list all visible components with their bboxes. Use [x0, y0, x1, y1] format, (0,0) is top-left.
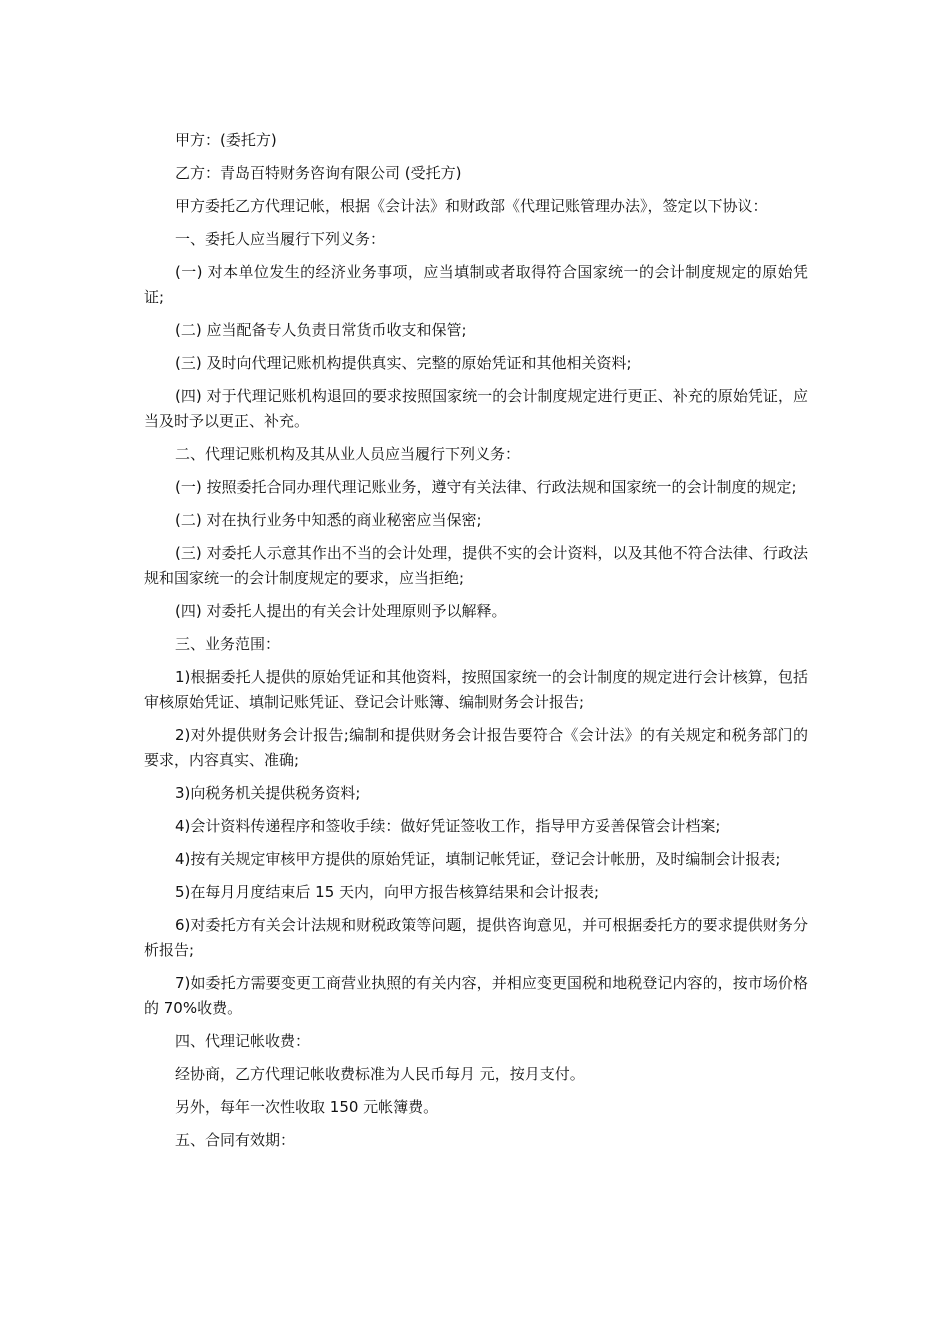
document-body — [144, 128, 808, 1161]
section-2-item-4: (四) 对委托人提出的有关会计处理原则予以解释。 — [175, 602, 507, 620]
section-2-item-2: (二) 对在执行业务中知悉的商业秘密应当保密; — [175, 511, 482, 529]
section-3-item-4a: 4)会计资料传递程序和签收手续：做好凭证签收工作，指导甲方妥善保管会计档案; — [175, 817, 721, 835]
party-b-line: 乙方：青岛百特财务咨询有限公司 (受托方) — [175, 164, 462, 182]
section-3-item-1: 1)根据委托人提供的原始凭证和其他资料，按照国家统一的会计制度的规定进行会计核算，包括审核原始凭证、填制记账凭证、登记会计账簿、编制财务会计报告; — [144, 668, 808, 711]
section-3-item-7: 7)如委托方需要变更工商营业执照的有关内容，并相应变更国税和地税登记内容的，按市场价格的 70%收费。 — [144, 974, 808, 1017]
section-3-item-2: 2)对外提供财务会计报告;编制和提供财务会计报告要符合《会计法》的有关规定和税务部门的要求，内容真实、准确; — [144, 726, 808, 769]
section-4-heading: 四、代理记帐收费： — [175, 1032, 311, 1050]
section-3-item-3: 3)向税务机关提供税务资料; — [175, 784, 361, 802]
section-2-item-3: (三) 对委托人示意其作出不当的会计处理，提供不实的会计资料，以及其他不符合法律、行政法规和国家统一的会计制度规定的要求，应当拒绝; — [144, 544, 808, 587]
section-1-item-4: (四) 对于代理记账机构退回的要求按照国家统一的会计制度规定进行更正、补充的原始凭证，应当及时予以更正、补充。 — [144, 387, 808, 430]
section-3-heading: 三、业务范围： — [175, 635, 281, 653]
section-1-item-1: (一) 对本单位发生的经济业务事项，应当填制或者取得符合国家统一的会计制度规定的原始凭证; — [144, 263, 808, 306]
section-3-item-4b: 4)按有关规定审核甲方提供的原始凭证，填制记帐凭证，登记会计帐册，及时编制会计报表; — [175, 850, 781, 868]
section-3-item-6: 6)对委托方有关会计法规和财税政策等问题，提供咨询意见，并可根据委托方的要求提供财务分析报告; — [144, 916, 808, 959]
section-2-item-1: (一) 按照委托合同办理代理记账业务，遵守有关法律、行政法规和国家统一的会计制度的规定; — [175, 478, 797, 496]
section-4-fee-line: 经协商，乙方代理记帐收费标准为人民币每月 元，按月支付。 — [175, 1065, 585, 1083]
section-3-item-5: 5)在每月月度结束后 15 天内，向甲方报告核算结果和会计报表; — [175, 883, 600, 901]
section-1-heading: 一、委托人应当履行下列义务： — [175, 230, 386, 248]
section-1-item-2: (二) 应当配备专人负责日常货币收支和保管; — [175, 321, 467, 339]
section-2-heading: 二、代理记账机构及其从业人员应当履行下列义务： — [175, 445, 521, 463]
section-1-item-3: (三) 及时向代理记账机构提供真实、完整的原始凭证和其他相关资料; — [175, 354, 632, 372]
agreement-intro: 甲方委托乙方代理记帐，根据《会计法》和财政部《代理记账管理办法》，签定以下协议： — [175, 197, 768, 215]
section-5-heading: 五、合同有效期： — [175, 1131, 296, 1149]
section-4-ledger-fee-line: 另外，每年一次性收取 150 元帐簿费。 — [175, 1098, 439, 1116]
party-a-line: 甲方：(委托方) — [175, 131, 277, 149]
